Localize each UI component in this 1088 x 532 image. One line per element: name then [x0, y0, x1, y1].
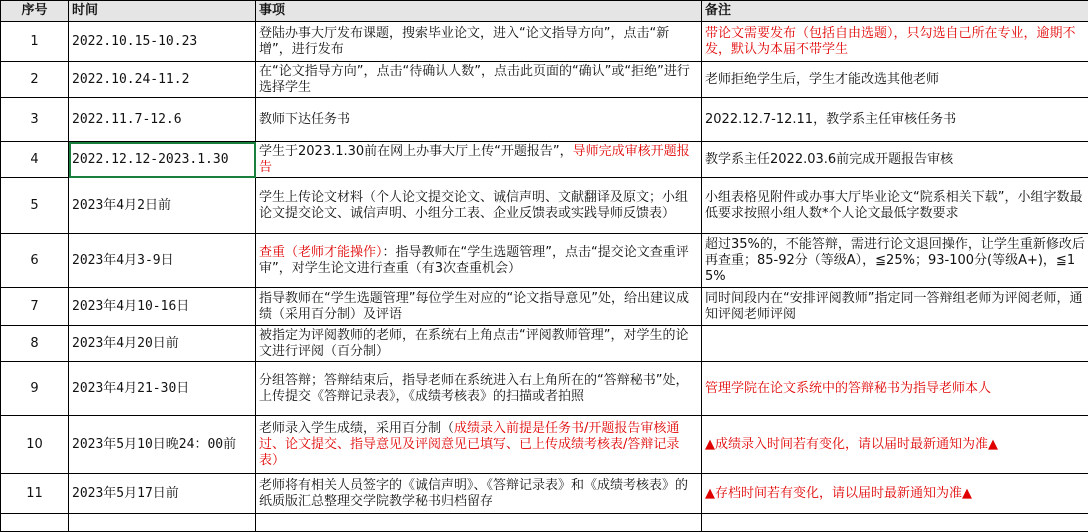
- cell-item[interactable]: [256, 178, 702, 234]
- cell-text: 被指定为评阅教师的老师，在系统右上角点击“评阅教师管理”，对学生的论文进行评阅（百分制）: [259, 328, 688, 359]
- cell-time[interactable]: 2023年4月10-16日: [69, 288, 256, 326]
- cell-no[interactable]: 3: [1, 98, 69, 142]
- table-row: [1, 98, 1088, 142]
- cell-note[interactable]: [702, 142, 1088, 178]
- table-row: [1, 362, 1088, 416]
- cell-item[interactable]: [256, 326, 702, 362]
- cell-note[interactable]: [702, 326, 1088, 362]
- cell-no[interactable]: 11: [1, 474, 69, 514]
- empty-cell[interactable]: [69, 514, 256, 532]
- table-row: [1, 22, 1088, 62]
- cell-text: 学生上传论文材料（个人论文提交论文、诚信声明、文献翻译及原文；小组论文提交论文、诚信声明、小组分工表、企业反馈表或实践导师反馈表）: [259, 190, 688, 221]
- cell-no[interactable]: 7: [1, 288, 69, 326]
- cell-item[interactable]: [256, 288, 702, 326]
- cell-no[interactable]: 8: [1, 326, 69, 362]
- cell-item[interactable]: [256, 22, 702, 62]
- table-row: [1, 288, 1088, 326]
- cell-time[interactable]: 2023年4月2日前: [69, 178, 256, 234]
- cell-text: 登陆办事大厅发布课题，搜索毕业论文，进入“论文指导方向”，点击“新增”，进行发布: [259, 26, 669, 57]
- cell-item[interactable]: [256, 142, 702, 178]
- highlight-text: 导师完成审核开题报告: [259, 144, 690, 175]
- cell-text: 2022.12.7-12.11，教学系主任审核任务书: [705, 112, 956, 127]
- table-row: [1, 234, 1088, 288]
- cell-note[interactable]: [702, 62, 1088, 98]
- cell-time[interactable]: 2023年4月20日前: [69, 326, 256, 362]
- cell-text: 在“论文指导方向”，点击“待确认人数”，点击此页面的“确认”或“拒绝”进行选择学生: [259, 64, 690, 95]
- table-row: [1, 62, 1088, 98]
- cell-time[interactable]: 2023年5月17日前: [69, 474, 256, 514]
- cell-time[interactable]: 2023年5月10日晚24：00前: [69, 416, 256, 474]
- cell-text: 同时间段内在“安排评阅教师”指定同一答辩组老师为评阅老师，通知评阅老师评阅: [705, 291, 1082, 322]
- cell-text: 老师将有相关人员签字的《诚信声明》、《答辩记录表》和《成绩考核表》的纸质版汇总整理交学院教学秘书归档留存: [259, 478, 688, 509]
- cell-note[interactable]: [702, 22, 1088, 62]
- cell-no[interactable]: 4: [1, 142, 69, 178]
- empty-cell[interactable]: [256, 514, 702, 532]
- cell-text: 老师拒绝学生后，学生才能改选其他老师: [705, 72, 939, 87]
- cell-no[interactable]: 5: [1, 178, 69, 234]
- cell-item[interactable]: [256, 362, 702, 416]
- table-row: [1, 142, 1088, 178]
- highlight-text: 带论文需要发布（包括自由选题），只勾选自己所在专业，逾期不发，默认为本届不带学生: [705, 26, 1076, 57]
- cell-time[interactable]: 2022.10.15-10.23: [69, 22, 256, 62]
- cell-item[interactable]: [256, 416, 702, 474]
- header-time[interactable]: 时间: [69, 1, 256, 22]
- cell-text: 指导教师在“学生选题管理”每位学生对应的“论文指导意见”处，给出建议成绩（采用百分制）及评语: [259, 291, 689, 322]
- cell-text: 学生于2023.1.30前在网上办事大厅上传“开题报告”，: [259, 144, 573, 159]
- highlight-text: ▲存档时间若有变化，请以届时最新通知为准▲: [705, 486, 972, 501]
- highlight-text: 查重（老师才能操作）: [259, 245, 383, 260]
- empty-row: [1, 514, 1088, 532]
- cell-note[interactable]: [702, 362, 1088, 416]
- cell-time[interactable]: 2022.12.12-2023.1.30: [69, 142, 256, 178]
- cell-time[interactable]: 2022.10.24-11.2: [69, 62, 256, 98]
- cell-item[interactable]: [256, 98, 702, 142]
- cell-no[interactable]: 2: [1, 62, 69, 98]
- cell-no[interactable]: 10: [1, 416, 69, 474]
- empty-cell[interactable]: [1, 514, 69, 532]
- highlight-text: 管理学院在论文系统中的答辩秘书为指导老师本人: [705, 381, 991, 396]
- cell-note[interactable]: [702, 178, 1088, 234]
- header-note[interactable]: 备注: [702, 1, 1088, 22]
- cell-text: 小组表格见附件或办事大厅毕业论文“院系相关下载”，小组字数最低要求按照小组人数*个人论文最低字数要求: [705, 190, 1082, 221]
- cell-note[interactable]: [702, 474, 1088, 514]
- empty-cell[interactable]: [702, 514, 1088, 532]
- cell-text: 老师录入学生成绩，采用百分制（: [259, 421, 454, 436]
- cell-text: 分组答辩；答辩结束后，指导老师在系统进入右上角所在的“答辩秘书”处，上传提交《答辩记录表》，《成绩考核表》的扫描或者拍照: [259, 373, 688, 404]
- highlight-text: ▲成绩录入时间若有变化，请以届时最新通知为准▲: [705, 437, 998, 452]
- header-row: [1, 1, 1088, 22]
- cell-item[interactable]: [256, 474, 702, 514]
- table-row: [1, 326, 1088, 362]
- cell-item[interactable]: [256, 62, 702, 98]
- cell-note[interactable]: [702, 288, 1088, 326]
- cell-text: 超过35%的，不能答辩，需进行论文退回操作，让学生重新修改后再查重；85-92分（等级A），≦25%；93-100分(等级A+)，≦15%: [705, 237, 1085, 284]
- cell-text: ：指导教师在“学生选题管理”，点击“提交论文查重评审”，对学生论文进行查重（有3次查重机会）: [259, 245, 689, 276]
- highlight-text: 成绩录入前提是任务书/开题报告审核通过、论文提交、指导意见及评阅意见已填写、已上传成绩考核表/答辩记录表）: [259, 421, 679, 468]
- header-item[interactable]: 事项: [256, 1, 702, 22]
- table-row: [1, 416, 1088, 474]
- cell-note[interactable]: [702, 98, 1088, 142]
- cell-time[interactable]: 2023年4月3-9日: [69, 234, 256, 288]
- cell-note[interactable]: [702, 234, 1088, 288]
- cell-no[interactable]: 9: [1, 362, 69, 416]
- cell-no[interactable]: 6: [1, 234, 69, 288]
- cell-no[interactable]: 1: [1, 22, 69, 62]
- cell-text: 教师下达任务书: [259, 112, 350, 127]
- cell-time[interactable]: 2022.11.7-12.6: [69, 98, 256, 142]
- table-row: [1, 474, 1088, 514]
- cell-note[interactable]: [702, 416, 1088, 474]
- header-no[interactable]: 序号: [1, 1, 69, 22]
- table-row: [1, 178, 1088, 234]
- cell-item[interactable]: [256, 234, 702, 288]
- cell-time[interactable]: 2023年4月21-30日: [69, 362, 256, 416]
- cell-text: 教学系主任2022.03.6前完成开题报告审核: [705, 152, 953, 167]
